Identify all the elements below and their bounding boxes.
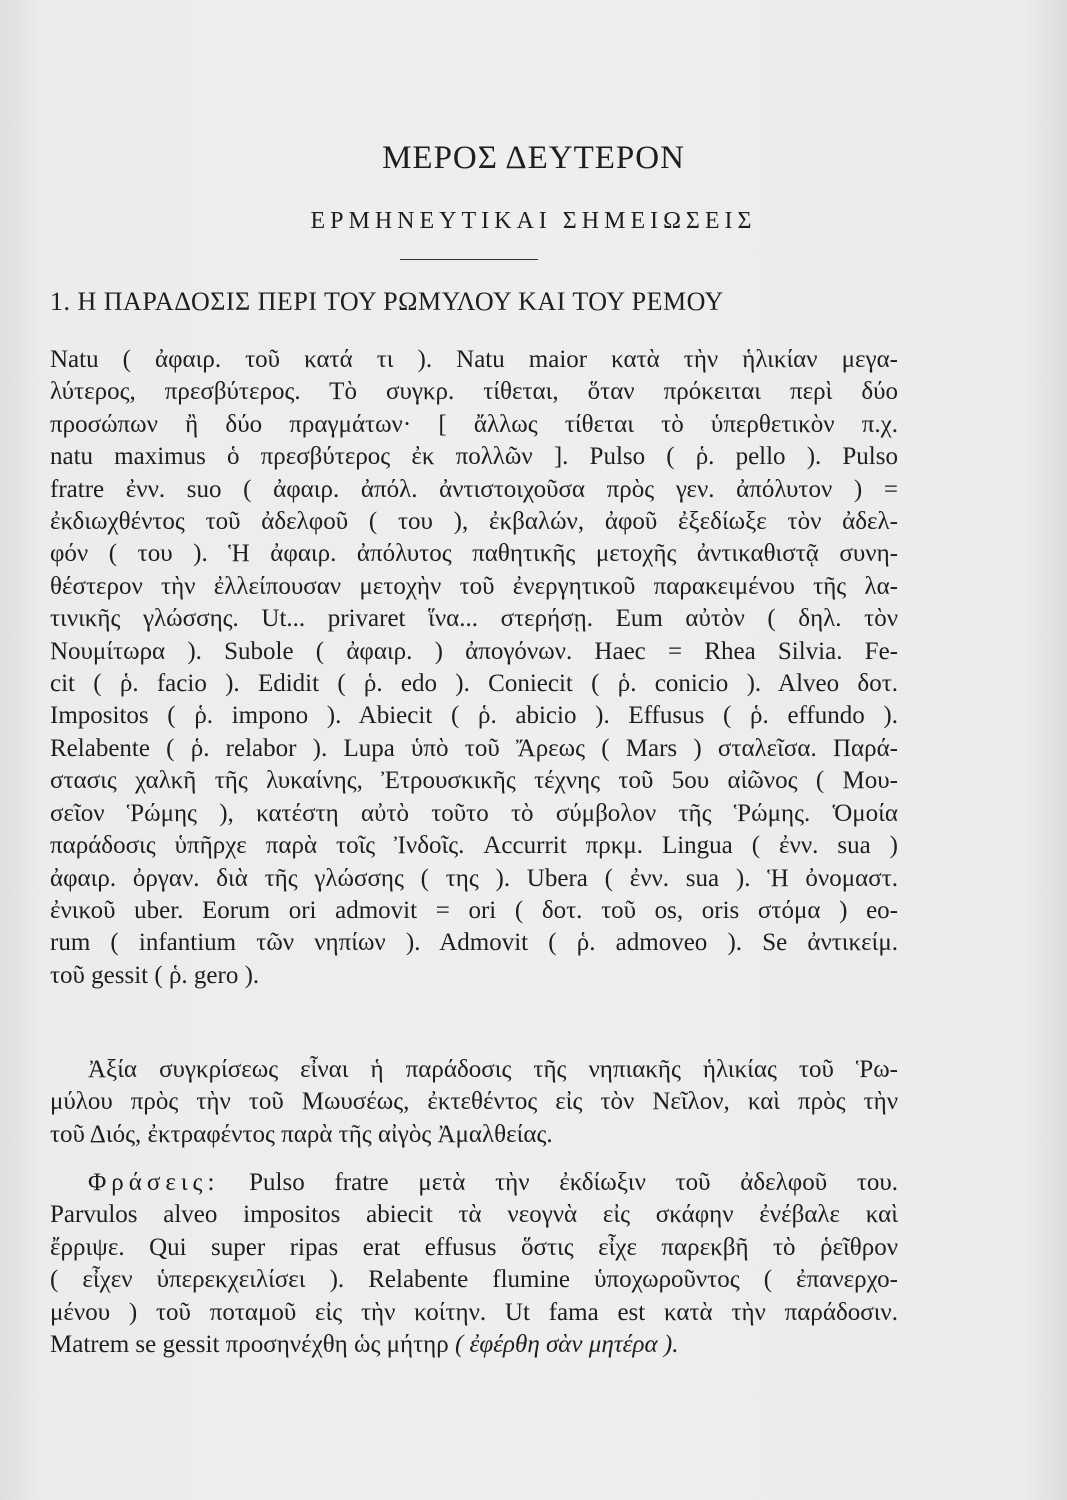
notes-paragraph — [50, 344, 898, 992]
title-divider — [400, 259, 538, 260]
text-line: Ἀξία συγκρίσεως εἶναι ἡ παράδοσις τῆς νηπιακῆς ἡλικίας τοῦ Ῥω- — [88, 1056, 898, 1083]
text-line: φόν ( του ). Ἡ ἀφαιρ. ἀπόλυτος παθητικῆς μετοχῆς ἀντικαθιστᾷ συνη- — [50, 540, 898, 568]
text-line: ἐνικοῦ uber. Eorum ori admovit = ori ( δοτ. τοῦ os, oris στόμα ) eo- — [50, 896, 898, 924]
text-line: λύτερος, πρεσβύτερος. Τὸ συγκρ. τίθεται, ὅταν πρόκειται περὶ δύο — [50, 378, 898, 406]
text-line: Relabente ( ῥ. relabor ). Lupa ὑπὸ τοῦ Ἄρεως ( Mars ) σταλεῖσα. Παρά- — [50, 734, 898, 762]
phrase-translation: ( ἐφέρθη σὰν μητέρα ). — [454, 1331, 679, 1359]
text-line: fratre ἐνν. suo ( ἀφαιρ. ἀπόλ. ἀντιστοιχοῦσα πρὸς γεν. ἀπόλυτον ) = — [50, 475, 898, 503]
text-line: μύλου πρὸς τὴν τοῦ Μωυσέως, ἐκτεθέντος εἰς τὸν Νεῖλον, καὶ πρὸς τὴν — [50, 1088, 898, 1116]
text-line: στασις χαλκῆ τῆς λυκαίνης, Ἐτρουσκικῆς τέχνης τοῦ 5ου αἰῶνος ( Μου- — [50, 767, 898, 795]
text-line: Impositos ( ῥ. impono ). Abiecit ( ῥ. abicio ). Effusus ( ῥ. effundo ). — [50, 702, 898, 730]
text-line — [50, 1167, 898, 1199]
section-heading — [50, 287, 1010, 317]
text-line: Parvulos alveo impositos abiecit τὰ νεογνὰ εἰς σκάφην ἐνέβαλε καὶ — [50, 1201, 898, 1229]
text-line: παράδοσις ὑπῆρχε παρὰ τοῖς Ἰνδοῖς. Accurrit πρκμ. Lingua ( ἐνν. sua ) — [50, 832, 898, 860]
phrases-label: Φράσεις: — [88, 1169, 220, 1196]
text-line: cit ( ῥ. facio ). Edidit ( ῥ. edo ). Coniecit ( ῥ. conicio ). Alveo δοτ. — [50, 670, 898, 698]
phrases-paragraph — [50, 1167, 898, 1361]
text-line: μένου ) τοῦ ποταμοῦ εἰς τὴν κοίτην. Ut fama est κατὰ τὴν παράδοσιν. — [50, 1298, 898, 1326]
text-line: τοῦ gessit ( ῥ. gero ). — [50, 961, 260, 989]
section-number: 1. — [50, 287, 71, 316]
text-line — [50, 1329, 898, 1361]
comparison-paragraph — [50, 1054, 898, 1151]
section-title: Η ΠΑΡΑΔΟΣΙΣ ΠΕΡΙ ΤΟΥ ΡΩΜΥΛΟΥ ΚΑΙ ΤΟΥ ΡΕΜΟΥ — [77, 287, 724, 316]
subtitle: ΕΡΜΗΝΕΥΤΙΚΑΙ ΣΗΜΕΙΩΣΕΙΣ — [310, 208, 757, 234]
text-line: τινικῆς γλώσσης. Ut... privaret ἵνα... στερήσῃ. Eum αὐτὸν ( δηλ. τὸν — [50, 605, 898, 633]
text-line: θέστερον τὴν ἐλλείπουσαν μετοχὴν τοῦ ἐνεργητικοῦ παρακειμένου τῆς λα- — [50, 572, 898, 600]
text-line: προσώπων ἢ δύο πραγμάτων· [ ἄλλως τίθεται τὸ ὑπερθετικὸν π.χ. — [50, 410, 898, 438]
text-line: natu maximus ὁ πρεσβύτερος ἐκ πολλῶν ]. Pulso ( ῥ. pello ). Pulso — [50, 443, 898, 471]
phrase-text: Matrem se gessit προσηνέχθη ὡς μήτηρ — [50, 1331, 449, 1359]
text-line: ἐκδιωχθέντος τοῦ ἀδελφοῦ ( του ), ἐκβαλών, ἀφοῦ ἐξεδίωξε τὸν ἀδελ- — [50, 508, 898, 536]
phrase-text: Pulso fratre μετὰ τὴν ἐκδίωξιν τοῦ ἀδελφοῦ του. — [249, 1169, 899, 1196]
text-line: τοῦ Διός, ἐκτραφέντος παρὰ τῆς αἰγὸς Ἀμαλθείας. — [50, 1120, 553, 1148]
text-line: σεῖον Ῥώμης ), κατέστη αὐτὸ τοῦτο τὸ σύμβολον τῆς Ῥώμης. Ὁμοία — [50, 799, 898, 827]
text-line: rum ( infantium τῶν νηπίων ). Admovit ( ῥ. admoveo ). Se ἀντικείμ. — [50, 929, 898, 957]
text-line: ( εἶχεν ὑπερεκχειλίσει ). Relabente flumine ὑποχωροῦντος ( ἐπανερχο- — [50, 1266, 898, 1294]
text-line: Natu ( ἀφαιρ. τοῦ κατά τι ). Natu maior κατὰ τὴν ἡλικίαν μεγα- — [50, 346, 898, 373]
text-line: ἔρριψε. Qui super ripas erat effusus ὅστις εἶχε παρεκβῆ τὸ ῥεῖθρον — [50, 1233, 898, 1261]
text-line: ἀφαιρ. ὀργαν. διὰ τῆς γλώσσης ( της ). Ubera ( ἐνν. sua ). Ἡ ὀνομαστ. — [50, 864, 898, 892]
part-title: ΜΕΡΟΣ ΔΕΥΤΕΡΟΝ — [382, 140, 685, 176]
text-line: Νουμίτωρα ). Subole ( ἀφαιρ. ) ἀπογόνων. Haec = Rhea Silvia. Fe- — [50, 637, 898, 665]
